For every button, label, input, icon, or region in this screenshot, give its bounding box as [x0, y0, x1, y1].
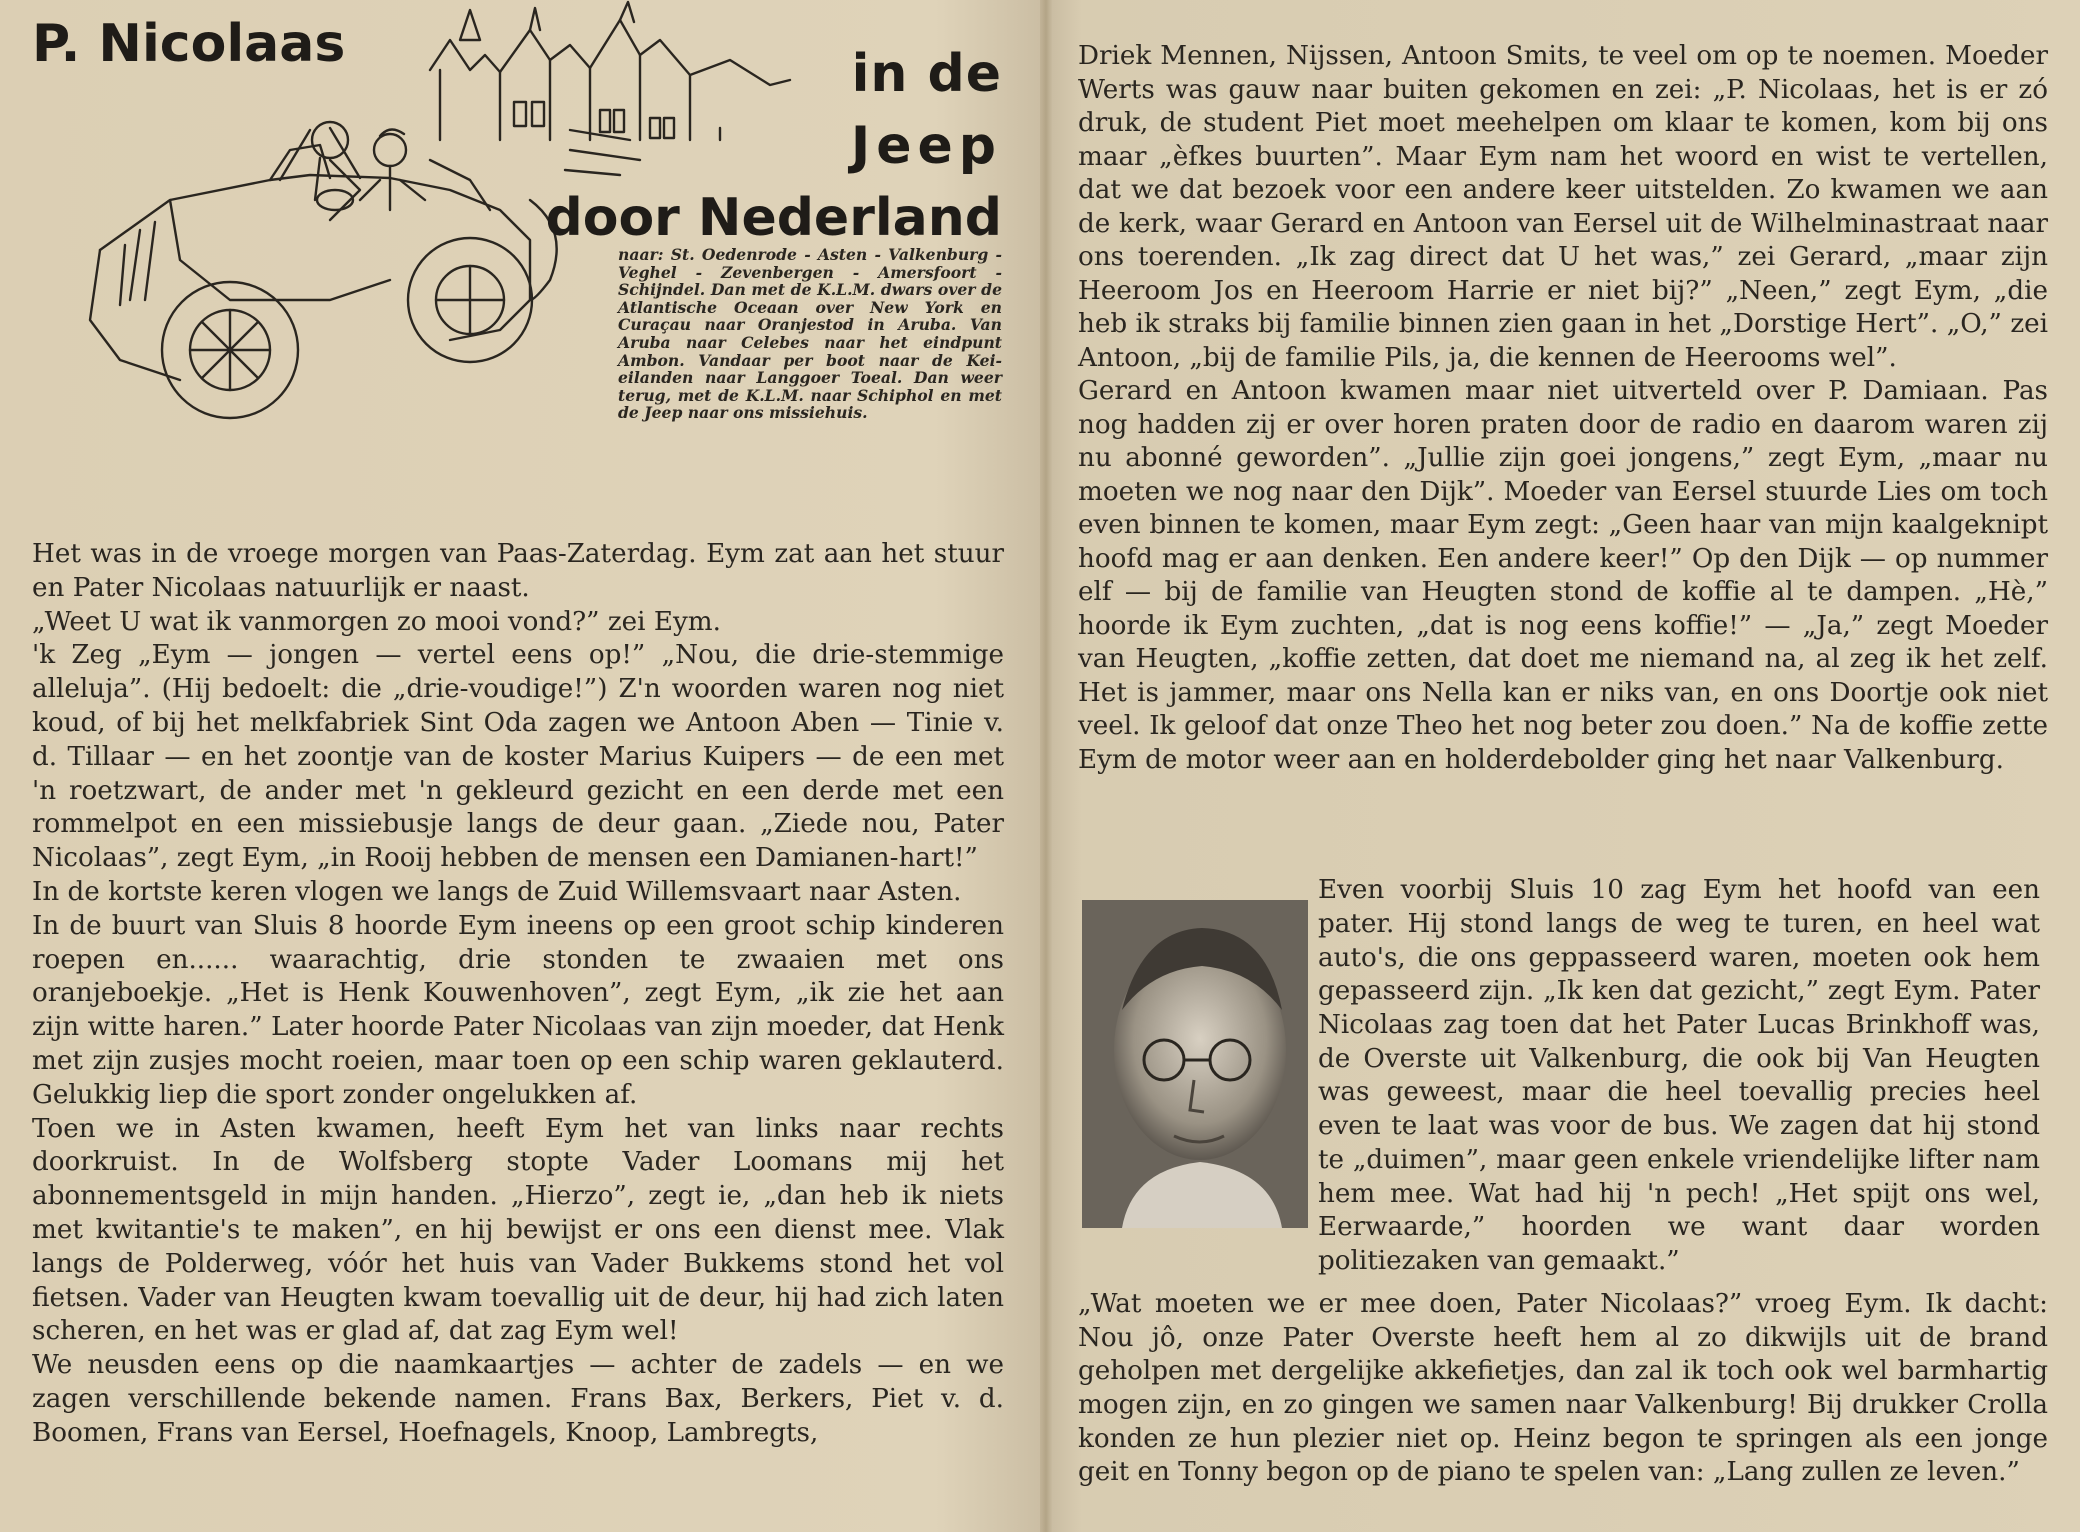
paragraph: „Weet U wat ik vanmorgen zo mooi vond?” zei Eym.	[32, 606, 721, 637]
left-column-text	[32, 538, 1004, 1451]
article-title	[546, 38, 1003, 254]
title-line-2: Jeep	[850, 116, 1002, 176]
right-page	[1052, 0, 2080, 1532]
paragraph: Het was in de vroege morgen van Paas-Zaterdag. Eym zat aan het stuur en Pater Nicolaas natuurlijk er naast.	[32, 539, 1004, 603]
title-line-1: in de	[851, 44, 1002, 104]
paragraph: In de kortste keren vlogen we langs de Zuid Willemsvaart naar Asten.	[32, 876, 962, 907]
paragraph: Toen we in Asten kwamen, heeft Eym het van links naar rechts doorkruist. In de Wolfsberg stopte Vader Loomans mij het abonnementsgeld in mijn handen. „Hierzo”, zegt ie, „dan heb ik niets met kwitantie's te maken”, en hij bewijst er ons een dienst mee. Vlak langs de Polderweg, vóór het huis van Vader Bukkems stond het vol fietsen. Vader van Heugten kwam toevallig uit de deur, hij had zich laten scheren, en het was er glad af, dat zag Eym wel!	[32, 1113, 1004, 1347]
article-byline: P. Nicolaas	[32, 14, 346, 74]
priest-portrait-photo	[1082, 900, 1308, 1228]
route-caption	[618, 246, 1002, 422]
paragraph: „Wat moeten we er mee doen, Pater Nicolaas?” vroeg Eym. Ik dacht: Nou jô, onze Pater Overste heeft hem al zo dikwijls uit de brand geholpen met dergelijke akkefietjes, dan zal ik toch ook wel barmhartig mogen zijn, en zo gingen we samen naar Valkenburg! Bij drukker Crolla konden ze hun plezier niet op. Heinz begon te springen als een jonge geit en Tonny begon op de piano te spelen van: „Lang zullen ze leven.”	[1078, 1289, 2048, 1488]
page-fold	[1040, 0, 1052, 1532]
paragraph: In de buurt van Sluis 8 hoorde Eym ineens op een groot schip kinderen roepen en...... waarachtig, drie stonden te zwaaien met ons oranjeboekje. „Het is Henk Kouwenhoven”, zegt Eym, „ik zie het aan zijn witte haren.” Later hoorde Pater Nicolaas van zijn moeder, dat Henk met zijn zusjes mocht roeien, maar toen op een schip waren geklauterd. Gelukkig liep die sport zonder ongelukken af.	[32, 910, 1004, 1110]
paragraph: Gerard en Antoon kwamen maar niet uitverteld over P. Damiaan. Pas nog hadden zij er over horen praten door de radio en daarom waren zij nu abonné geworden”. „Jullie zijn goei jongens,” zegt Eym, „maar nu moeten we nog naar den Dijk”. Moeder van Eersel stuurde Lies om toch even binnen te komen, maar Eym zegt: „Geen haar van mijn kaalgeknipt hoofd mag er aan denken. Een andere keer!” Op den Dijk — op nummer elf — bij de familie van Heugten stond de koffie al te dampen. „Hè,” hoorde ik Eym zuchten, „dat is nog eens koffie!” — „Ja,” zegt Moeder van Heugten, „koffie zetten, dat doet me niemand na, al zeg ik het zelf. Het is jammer, maar ons Nella kan er niks van, en ons Doortje ook niet veel. Ik geloof dat onze Theo het nog beter zou doen.” Na de koffie zette Eym de motor weer aan en holderdebolder ging het naar Valkenburg.	[1078, 376, 2048, 775]
paragraph: 'k Zeg „Eym — jongen — vertel eens op!” „Nou, die drie-stemmige alleluja”. (Hij bedoelt: die „drie-voudige!”) Z'n woorden waren nog niet koud, of bij het melkfabriek Sint Oda zagen we Antoon Aben — Tinie v. d. Tillaar — en het zoontje van de koster Marius Kuipers — de een met 'n roetzwart, de ander met 'n gekleurd gezicht en een derde met een rommelpot en een missiebusje langs de deur gaan. „Ziede nou, Pater Nicolaas”, zegt Eym, „in Rooij hebben de mensen een Damianen-hart!”	[32, 640, 1004, 874]
paragraph: Driek Mennen, Nijssen, Antoon Smits, te veel om op te noemen. Moeder Werts was gauw naar buiten gekomen en zei: „P. Nicolaas, het is er zó druk, de student Piet moet meehelpen om klaar te komen, kom bij ons maar „èfkes buurten”. Maar Eym nam het woord en wist te vertellen, dat we dat bezoek voor een andere keer uitstelden. Zo kwamen we aan de kerk, waar Gerard en Antoon van Eersel uit de Wilhelminastraat naar ons toerenden. „Ik zag direct dat U het was,” zei Gerard, „maar zijn Heeroom Jos en Heeroom Harrie er niet bij?” „Neen,” zegt Eym, „die heb ik straks bij familie binnen zien gaan in het „Dorstige Hert”. „O,” zei Antoon, „bij de familie Pils, ja, die kennen de Heerooms wel”.	[1078, 41, 2048, 373]
route-text: naar: St. Oedenrode - Asten - Valkenburg - Veghel - Zevenbergen - Amersfoort - Schijndel. Dan met de K.L.M. dwars over de Atlantische Oceaan over New York en Curaçau naar Oranjestod in Aruba. Van Aruba naar Celebes naar het eindpunt Ambon. Vandaar per boot naar de Kei-eilanden naar Langgoer Toeal. Dan weer terug, met de K.L.M. naar Schiphol en met de Jeep naar ons missiehuis.	[618, 245, 1002, 423]
title-line-3: door Nederland	[545, 188, 1002, 248]
paragraph: Even voorbij Sluis 10 zag Eym het hoofd van een pater. Hij stond langs de weg te turen, en heel wat auto's, die ons geppasseerd waren, moeten ook hem gepasseerd zijn. „Ik ken dat gezicht,” zegt Eym. Pater Nicolaas zag toen dat het Pater Lucas Brinkhoff was, de Overste uit Valkenburg, die ook bij Van Heugten was geweest, maar die heel toevallig precies heel even te laat was voor de bus. We zagen dat hij stond te „duimen”, maar geen enkele vriendelijke lifter nam hem mee. Wat had hij 'n pech! „Het spijt ons wel, Eerwaarde,” hoorden we want daar worden politiezaken van gemaakt.”	[1318, 875, 2040, 1276]
wrapped-paragraph	[1318, 848, 2040, 1305]
closing-paragraph	[1078, 1262, 2048, 1516]
paragraph: We neusden eens op die naamkaartjes — achter de zadels — en we zagen verschillende bekende namen. Frans Bax, Berkers, Piet v. d. Boomen, Frans van Eersel, Hoefnagels, Knoop, Lambregts,	[32, 1350, 1004, 1448]
right-column-text	[1078, 40, 2048, 777]
